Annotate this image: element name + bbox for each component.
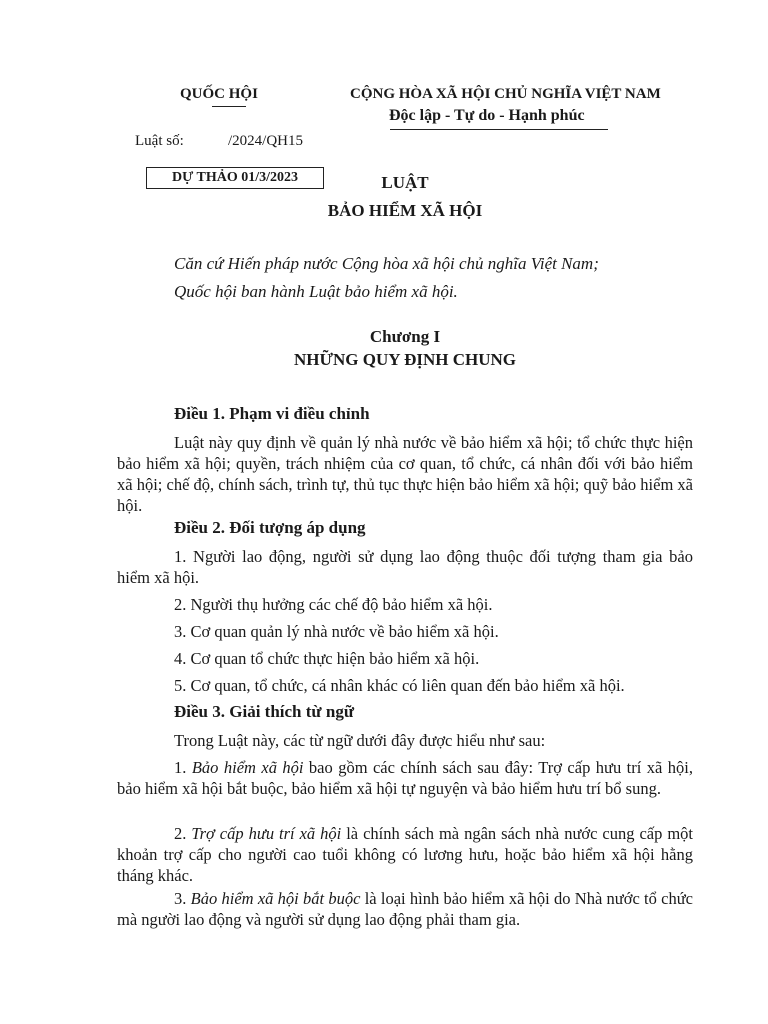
document-type: LUẬT [381,173,429,192]
definition-number: 2. [174,824,192,843]
definition-number: 1. [174,758,192,777]
issuer-name: QUỐC HỘI [180,86,258,102]
issuer-underline [212,106,246,107]
law-number-label: Luật số: [135,133,184,149]
article-paragraph: 1. Người lao động, người sử dụng lao động thuộc đối tượng tham gia bảo hiểm xã hội. [117,547,693,587]
definition-term: Bảo hiểm xã hội bắt buộc [190,889,361,908]
chapter-number: Chương I [369,327,441,346]
draft-stamp: DỰ THẢO 01/3/2023 [146,167,324,189]
definition-term: Bảo hiểm xã hội [191,758,304,777]
definition-item [117,823,693,886]
definition-text: bao gồm các chính sách sau đây: Trợ cấp hưu trí xã hội, bảo hiểm xã hội bắt buộc, bảo hiểm xã hội tự nguyện và bảo hiểm hưu trí bổ sung. [117,758,694,798]
article-paragraph: 2. Người thụ hưởng các chế độ bảo hiểm xã hội. [174,595,493,614]
country-name: CỘNG HÒA XÃ HỘI CHỦ NGHĨA VIỆT NAM [350,86,661,102]
motto-underline [390,129,608,130]
article-paragraph: 4. Cơ quan tổ chức thực hiện bảo hiểm xã hội. [174,649,480,668]
definition-term: Trợ cấp hưu trí xã hội [191,824,342,843]
definition-text: là loại hình bảo hiểm xã hội do Nhà nước tổ chức mà người lao động và người sử dụng lao động phải tham gia. [117,889,693,929]
article-heading: Điều 1. Phạm vi điều chỉnh [174,404,370,423]
definition-item [117,757,693,799]
article-paragraph: Luật này quy định về quản lý nhà nước về bảo hiểm xã hội; tổ chức thực hiện bảo hiểm xã hội; quyền, trách nhiệm của cơ quan, tổ chức, cá nhân đối với bảo hiểm xã hội; chế độ, chính sách, trình tự, thủ tục thực hiện bảo hiểm xã hội; quỹ bảo hiểm xã hội. [117,433,694,515]
article-heading: Điều 3. Giải thích từ ngữ [174,702,355,721]
definition-number: 3. [174,889,191,908]
document-title: BẢO HIỂM XÃ HỘI [327,201,483,220]
article-intro: Trong Luật này, các từ ngữ dưới đây được hiểu như sau: [174,731,546,750]
article-paragraph: 5. Cơ quan, tổ chức, cá nhân khác có liên quan đến bảo hiểm xã hội. [174,676,625,695]
definition-item [117,888,693,930]
national-motto: Độc lập - Tự do - Hạnh phúc [389,107,585,124]
preamble-line: Quốc hội ban hành Luật bảo hiểm xã hội. [174,282,458,301]
article-heading: Điều 2. Đối tượng áp dụng [174,518,366,537]
preamble-line: Căn cứ Hiến pháp nước Cộng hòa xã hội chủ nghĩa Việt Nam; [174,254,599,273]
law-number-value: /2024/QH15 [228,133,303,149]
chapter-title: NHỮNG QUY ĐỊNH CHUNG [293,350,517,369]
definition-text: là chính sách mà ngân sách nhà nước cung cấp một khoản trợ cấp cho người cao tuổi không có lương hưu, hoặc bảo hiểm xã hội hằng tháng khác. [117,824,693,885]
article-paragraph: 3. Cơ quan quản lý nhà nước về bảo hiểm xã hội. [174,622,499,641]
